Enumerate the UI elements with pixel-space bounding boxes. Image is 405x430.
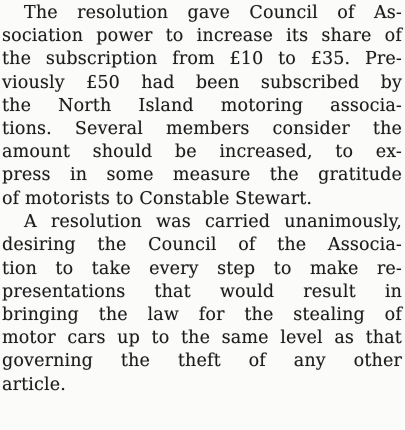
text-line: the subscription from £10 to £35. Pre- xyxy=(2,49,402,70)
article-paragraph-1 xyxy=(2,2,402,211)
text-line: motor cars up to the same level as that xyxy=(2,328,402,349)
article-paragraph-2 xyxy=(2,211,402,397)
text-line: tions. Several members consider the xyxy=(2,118,402,139)
text-line: bringing the law for the stealing of xyxy=(2,305,402,326)
text-line: amount should be increased, to ex- xyxy=(2,142,402,163)
article-column xyxy=(2,2,402,397)
text-line: viously £50 had been subscribed by xyxy=(2,72,402,93)
text-line: presentations that would result in xyxy=(2,281,402,302)
text-line: tion to take every step to make re- xyxy=(2,258,402,279)
text-line: the North Island motoring associa- xyxy=(2,95,402,116)
text-line: governing the theft of any other xyxy=(2,351,402,372)
text-line: of motorists to Constable Stewart. xyxy=(2,188,313,209)
text-line: sociation power to increase its share of xyxy=(2,26,402,47)
text-line: The resolution gave Council of As- xyxy=(24,3,402,23)
text-line: desiring the Council of the Associa- xyxy=(2,235,402,256)
text-line: A resolution was carried unanimously, xyxy=(24,212,402,233)
text-line: press in some measure the gratitude xyxy=(2,165,402,186)
text-line: article. xyxy=(2,374,66,395)
